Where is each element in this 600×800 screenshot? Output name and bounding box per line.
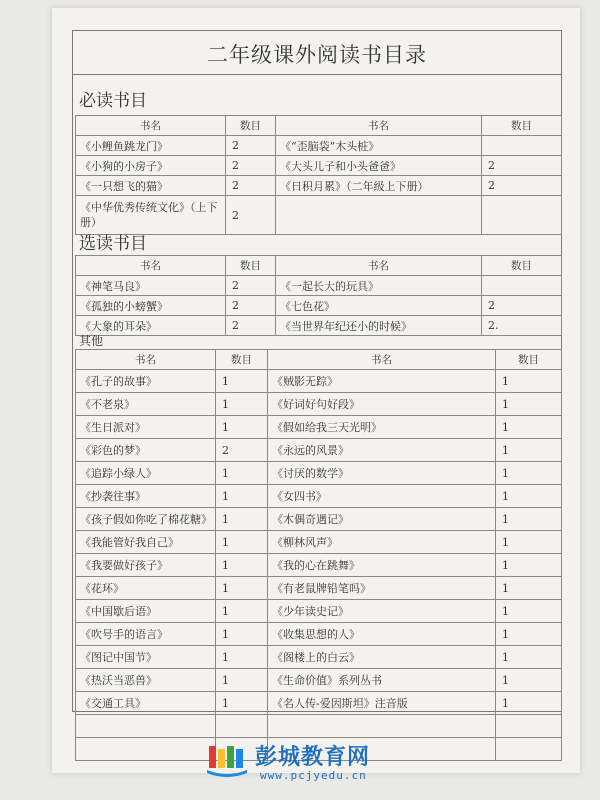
book-title-cell: 《大象的耳朵》 <box>76 316 226 336</box>
count-cell: 1 <box>496 692 562 715</box>
table-row <box>76 577 562 600</box>
table-row <box>76 462 562 485</box>
count-cell: 1 <box>216 485 268 508</box>
watermark-url: www.pcjyedu.cn <box>260 769 367 782</box>
book-title-cell: 《假如给我三天光明》 <box>268 416 496 439</box>
count-cell: 1 <box>216 370 268 393</box>
book-title-cell <box>268 715 496 738</box>
book-title-cell: 《我要做好孩子》 <box>76 554 216 577</box>
book-title-cell: 《永远的风景》 <box>268 439 496 462</box>
table-row <box>76 485 562 508</box>
book-title-cell: 《图记中国节》 <box>76 646 216 669</box>
count-cell <box>482 196 562 235</box>
book-title-cell <box>76 715 216 738</box>
table-row <box>76 600 562 623</box>
book-title-cell: 《孤独的小螃蟹》 <box>76 296 226 316</box>
count-cell: 1 <box>496 462 562 485</box>
book-title-cell: 《我的心在跳舞》 <box>268 554 496 577</box>
book-title-cell: 《“歪脑袋”木头桩》 <box>276 136 482 156</box>
count-cell: 1 <box>216 531 268 554</box>
book-title-cell <box>276 196 482 235</box>
book-base-shape <box>207 770 247 777</box>
book-title-cell: 《大头儿子和小头爸爸》 <box>276 156 482 176</box>
header-title-2: 书名 <box>268 350 496 370</box>
book-spine-shape <box>218 749 225 768</box>
book-title-cell: 《讨厌的数学》 <box>268 462 496 485</box>
header-title-1: 书名 <box>76 256 226 276</box>
count-cell: 2 <box>226 156 276 176</box>
book-spine-shape <box>227 746 234 768</box>
title-divider <box>73 74 561 75</box>
table-row <box>76 646 562 669</box>
book-spine-shape <box>209 746 216 768</box>
book-title-cell: 《七色花》 <box>276 296 482 316</box>
count-cell <box>496 738 562 761</box>
book-title-cell: 《一只想飞的猫》 <box>76 176 226 196</box>
count-cell <box>482 276 562 296</box>
count-cell: 1 <box>496 600 562 623</box>
optional-header-row <box>76 256 562 276</box>
count-cell: 2 <box>226 136 276 156</box>
book-title-cell: 《孔子的故事》 <box>76 370 216 393</box>
header-title-2: 书名 <box>276 116 482 136</box>
table-row <box>76 623 562 646</box>
book-title-cell: 《花环》 <box>76 577 216 600</box>
count-cell: 2 <box>226 176 276 196</box>
document-page <box>52 8 580 773</box>
count-cell: 1 <box>496 439 562 462</box>
table-row <box>76 439 562 462</box>
required-header-row <box>76 116 562 136</box>
table-row <box>76 370 562 393</box>
table-row <box>76 156 562 176</box>
count-cell: 1 <box>496 623 562 646</box>
count-cell: 1 <box>496 485 562 508</box>
book-title-cell: 《孩子假如你吃了棉花糖》 <box>76 508 216 531</box>
book-title-cell: 《女四书》 <box>268 485 496 508</box>
document-frame <box>72 30 562 712</box>
count-cell: 1 <box>496 554 562 577</box>
count-cell: 2 <box>226 296 276 316</box>
count-cell: 1 <box>216 600 268 623</box>
book-title-cell: 《小狗的小房子》 <box>76 156 226 176</box>
book-title-cell: 《好词好句好段》 <box>268 393 496 416</box>
count-cell: 2 <box>482 296 562 316</box>
table-row <box>76 692 562 715</box>
other-table <box>75 349 562 761</box>
book-title-cell: 《少年读史记》 <box>268 600 496 623</box>
table-row <box>76 669 562 692</box>
count-cell: 1 <box>216 393 268 416</box>
count-cell: 1 <box>496 393 562 416</box>
book-title-cell: 《我能管好我自己》 <box>76 531 216 554</box>
header-count-2: 数目 <box>482 116 562 136</box>
table-row <box>76 276 562 296</box>
book-title-cell: 《不老泉》 <box>76 393 216 416</box>
count-cell: 2 <box>482 156 562 176</box>
table-row <box>76 508 562 531</box>
header-count-1: 数目 <box>226 116 276 136</box>
count-cell: 1 <box>216 623 268 646</box>
watermark-site-name: 彭城教育网 <box>255 745 371 770</box>
count-cell: 1 <box>496 646 562 669</box>
book-logo-icon <box>205 742 249 778</box>
watermark-logo <box>205 738 425 788</box>
book-title-cell: 《日积月累》（二年级上下册） <box>276 176 482 196</box>
header-count-1: 数目 <box>216 350 268 370</box>
book-spine-shape <box>236 749 243 768</box>
count-cell <box>482 136 562 156</box>
header-count-2: 数目 <box>496 350 562 370</box>
book-title-cell: 《木偶奇遇记》 <box>268 508 496 531</box>
header-title-1: 书名 <box>76 116 226 136</box>
count-cell <box>496 715 562 738</box>
book-title-cell: 《追踪小绿人》 <box>76 462 216 485</box>
book-title-cell: 《交通工具》 <box>76 692 216 715</box>
table-row <box>76 316 562 336</box>
count-cell: 2 <box>482 176 562 196</box>
table-row <box>76 416 562 439</box>
header-title-1: 书名 <box>76 350 216 370</box>
count-cell: 1 <box>496 531 562 554</box>
book-title-cell: 《生命价值》系列丛书 <box>268 669 496 692</box>
count-cell: 1 <box>216 416 268 439</box>
count-cell <box>216 715 268 738</box>
table-row <box>76 136 562 156</box>
count-cell: 1 <box>216 508 268 531</box>
table-row <box>76 554 562 577</box>
count-cell: 1 <box>496 370 562 393</box>
table-row <box>76 715 562 738</box>
book-title-cell: 《一起长大的玩具》 <box>276 276 482 296</box>
count-cell: 1 <box>216 669 268 692</box>
book-title-cell: 《神笔马良》 <box>76 276 226 296</box>
table-row <box>76 176 562 196</box>
optional-heading: 选读书目 <box>79 234 147 254</box>
book-title-cell: 《抄袭往事》 <box>76 485 216 508</box>
page-title: 二年级课外阅读书目录 <box>207 43 427 67</box>
required-table <box>75 115 562 235</box>
other-heading: 其他 <box>79 334 104 348</box>
book-title-cell: 《生日派对》 <box>76 416 216 439</box>
header-count-1: 数目 <box>226 256 276 276</box>
count-cell: 1 <box>216 692 268 715</box>
book-title-cell: 《名人传-爱因斯坦》注音版 <box>268 692 496 715</box>
book-title-cell: 《中国歇后语》 <box>76 600 216 623</box>
count-cell: 1 <box>216 462 268 485</box>
book-title-cell <box>76 738 216 761</box>
count-cell: 1 <box>496 669 562 692</box>
count-cell: 1 <box>216 646 268 669</box>
count-cell: 2 <box>226 196 276 235</box>
optional-table <box>75 255 562 336</box>
table-row <box>76 196 562 235</box>
count-cell: 2 <box>226 316 276 336</box>
book-title-cell: 《小鲤鱼跳龙门》 <box>76 136 226 156</box>
count-cell: 2 <box>216 439 268 462</box>
header-count-2: 数目 <box>482 256 562 276</box>
count-cell: 1 <box>496 577 562 600</box>
book-title-cell: 《当世界年纪还小的时候》 <box>276 316 482 336</box>
book-title-cell: 《吹号手的语言》 <box>76 623 216 646</box>
header-title-2: 书名 <box>276 256 482 276</box>
table-row <box>76 393 562 416</box>
count-cell: 2 <box>226 276 276 296</box>
book-title-cell: 《热沃当恶兽》 <box>76 669 216 692</box>
count-cell: 1 <box>496 416 562 439</box>
other-header-row <box>76 350 562 370</box>
book-title-cell: 《有老鼠牌铅笔吗》 <box>268 577 496 600</box>
count-cell: 1 <box>216 577 268 600</box>
table-row <box>76 296 562 316</box>
count-cell: 2. <box>482 316 562 336</box>
count-cell: 1 <box>216 554 268 577</box>
book-title-cell: 《贼影无踪》 <box>268 370 496 393</box>
book-title-cell: 《收集思想的人》 <box>268 623 496 646</box>
required-heading: 必读书目 <box>79 91 147 111</box>
table-row <box>76 531 562 554</box>
book-title-cell: 《彩色的梦》 <box>76 439 216 462</box>
book-title-cell: 《中华优秀传统文化》（上下册） <box>76 196 226 235</box>
book-title-cell: 《柳林风声》 <box>268 531 496 554</box>
book-title-cell: 《阁楼上的白云》 <box>268 646 496 669</box>
count-cell: 1 <box>496 508 562 531</box>
